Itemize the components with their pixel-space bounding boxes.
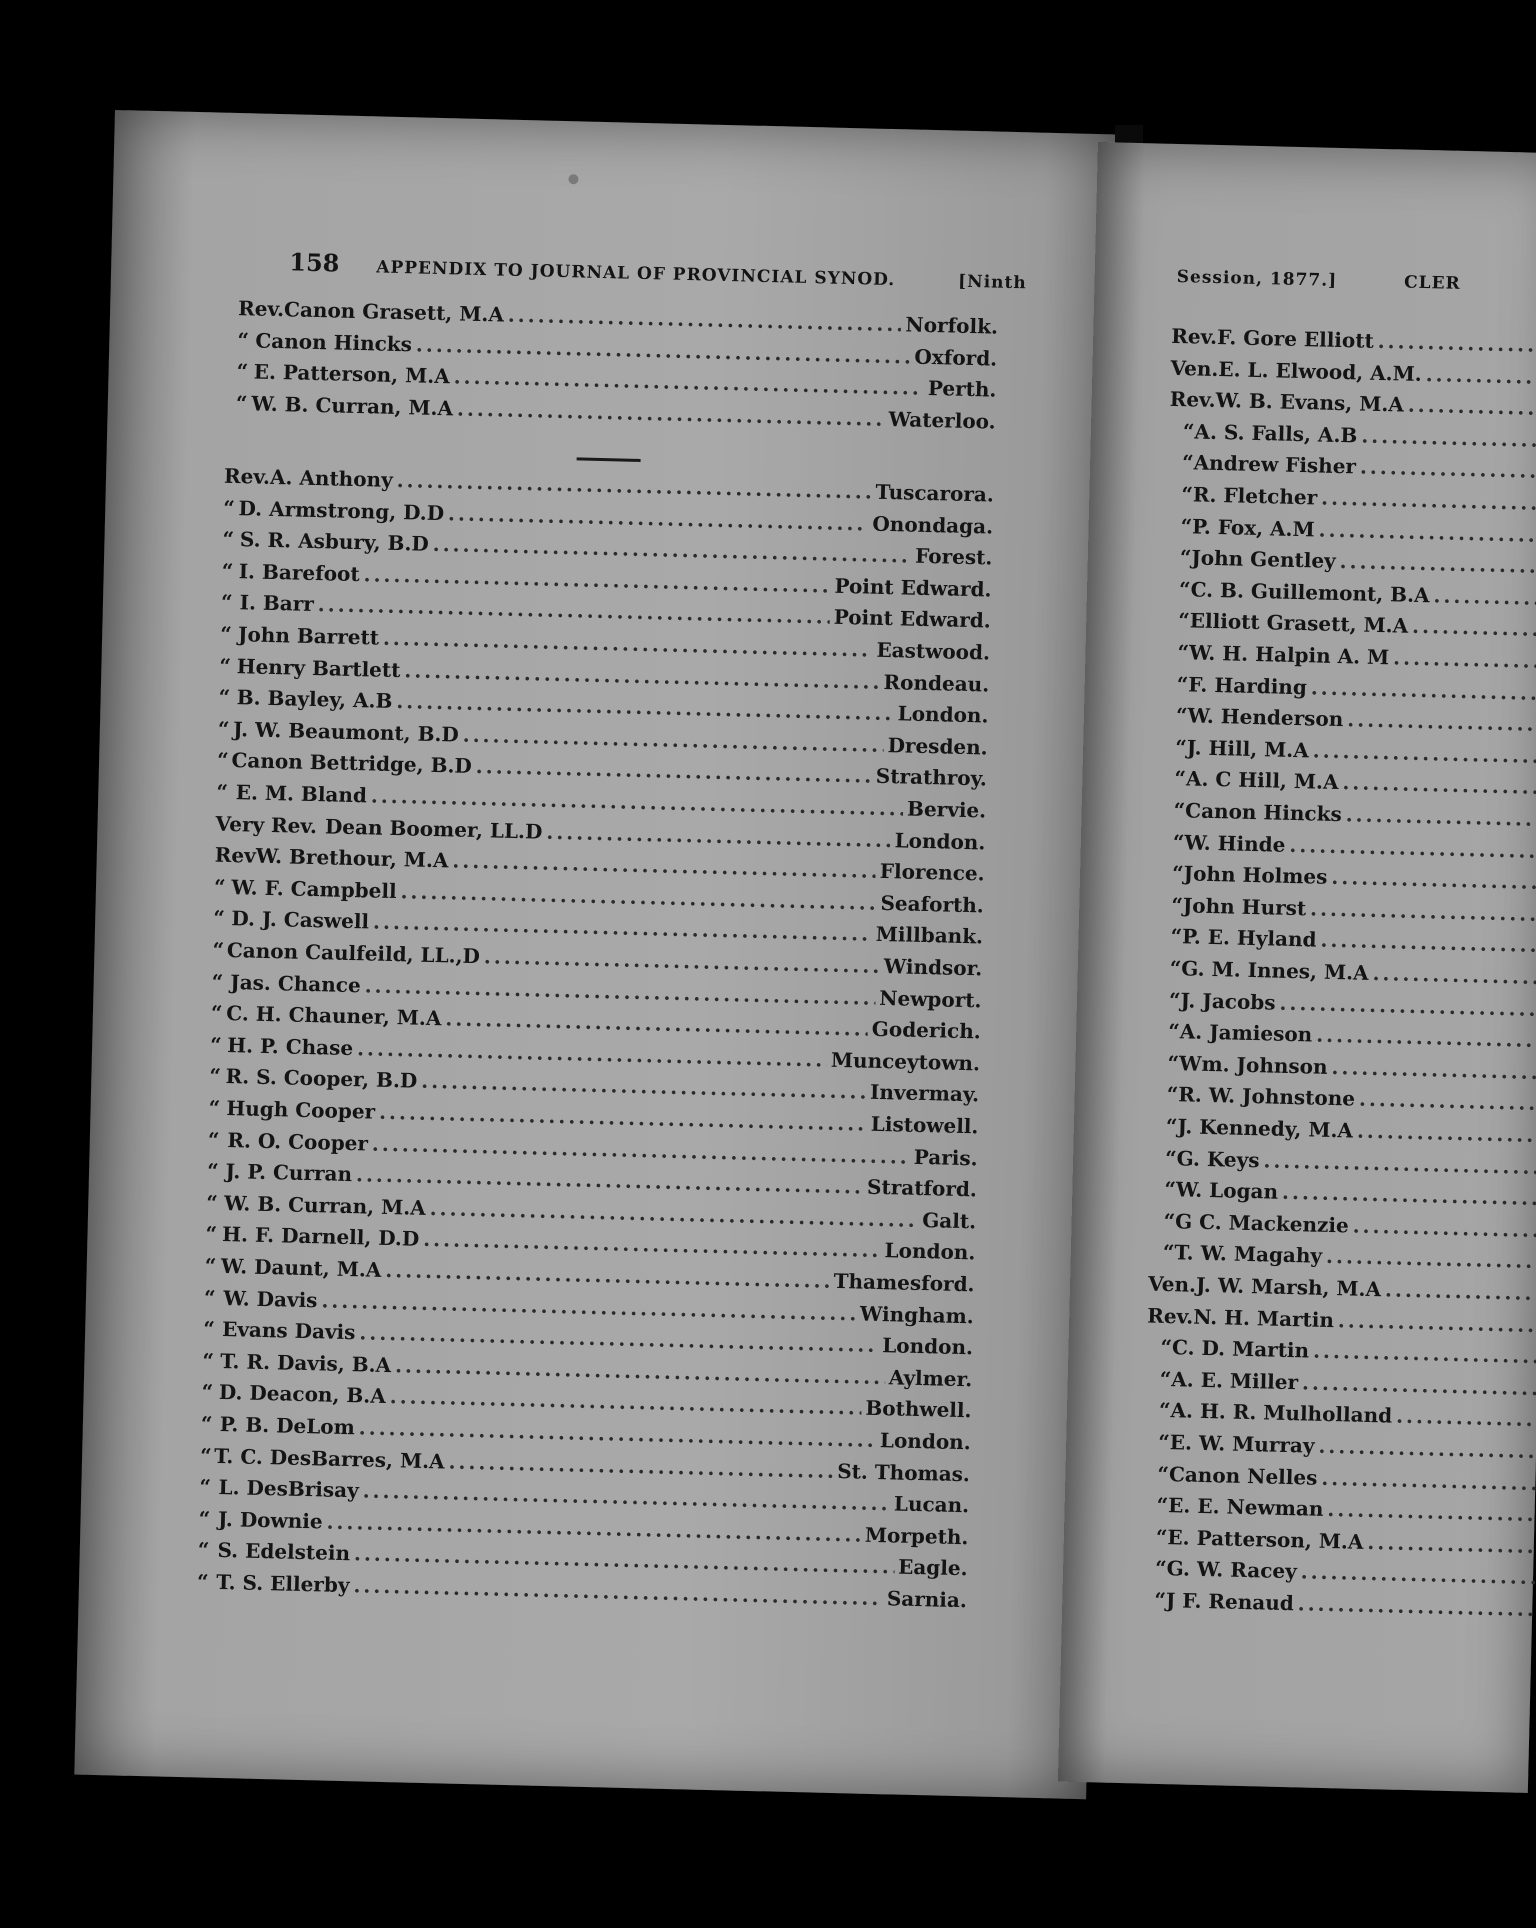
entry-name: John Gentley [1191, 545, 1337, 574]
entry-name: E. W. Murray [1169, 1430, 1315, 1458]
entry-prefix: “ [200, 1411, 213, 1436]
entry-name: N. H. Martin [1192, 1304, 1335, 1332]
dot-leader [1345, 802, 1536, 832]
entry-name: Evans Davis [221, 1317, 356, 1345]
entry-name: W. B. Curran, M.A [223, 1190, 427, 1220]
entry-prefix: “ [1172, 829, 1185, 854]
right-header-right: CLER [1403, 272, 1461, 294]
entry-place: London. [881, 1333, 974, 1360]
entry-place: Morpeth. [864, 1522, 969, 1550]
entry-prefix: “ [1169, 956, 1182, 981]
entry-name: A. E. Miller [1171, 1366, 1299, 1395]
entry-name: Jas. Chance [230, 969, 362, 997]
entry-name: A. Anthony [269, 464, 394, 492]
entry-place: Bothwell. [865, 1396, 972, 1423]
entry-prefix: “ [217, 716, 230, 741]
dot-leader [1393, 645, 1536, 674]
entry-name: A. S. Falls, A.B [1194, 419, 1358, 448]
entry-place: Wingham. [859, 1301, 975, 1328]
entry-prefix: “ [1162, 1240, 1175, 1265]
dot-leader [1313, 1339, 1536, 1369]
dot-leader [1321, 1465, 1536, 1495]
dot-leader [1326, 1244, 1536, 1274]
page-number: 158 [288, 247, 340, 278]
entry-prefix: Rev. [1170, 323, 1218, 349]
dot-leader [1396, 1404, 1536, 1432]
dot-leader [1408, 393, 1536, 422]
entry-place: London. [894, 827, 986, 855]
entry-prefix: Ven. [1147, 1271, 1197, 1297]
entry-prefix: “ [1163, 1208, 1176, 1234]
entry-name: P. B. DeLom [219, 1411, 356, 1440]
entry-prefix: “ [237, 327, 250, 352]
dot-leader [1372, 961, 1536, 990]
entry-prefix: “ [1168, 987, 1181, 1012]
header-right: [Ninth [957, 271, 1027, 294]
dot-leader [1320, 928, 1536, 958]
entry-prefix: “ [1157, 1461, 1170, 1486]
entry-prefix: “ [236, 359, 249, 384]
entry-name: A. C Hill, M.A [1185, 766, 1339, 795]
entry-prefix: “ [204, 1253, 217, 1278]
entry-name: W. B. Evans, M.A [1215, 388, 1405, 417]
entry-prefix: “ [1157, 1429, 1171, 1455]
entry-prefix: “ [1159, 1366, 1172, 1391]
dot-leader [1361, 423, 1536, 453]
entry-name: J F. Renaud [1165, 1588, 1295, 1616]
dot-leader [1311, 675, 1536, 706]
entry-place: London. [897, 701, 989, 728]
entry-place: St. Thomas. [836, 1458, 971, 1486]
entry-prefix: “ [218, 684, 231, 710]
dot-leader [1327, 1497, 1536, 1527]
entry-name: T. S. Ellerby [216, 1569, 350, 1598]
dot-leader [1357, 1119, 1536, 1148]
entry-prefix: “ [221, 558, 234, 583]
entry-name: G C. Mackenzie [1174, 1209, 1350, 1238]
entry-prefix: “ [1155, 1524, 1168, 1549]
entry-place: Point Edward. [833, 605, 992, 633]
dot-leader [1289, 832, 1536, 863]
dot-leader [1313, 738, 1536, 769]
dot-leader [1412, 614, 1536, 642]
entry-prefix: “ [199, 1443, 212, 1468]
entry-name: Elliott Grasett, M.A [1189, 608, 1409, 639]
entry-place: Seaforth. [880, 890, 985, 918]
header-title: APPENDIX TO JOURNAL OF PROVINCIAL SYNOD. [376, 257, 896, 291]
entry-prefix: “ [1181, 450, 1194, 475]
entry-place: Millbank. [875, 922, 984, 949]
entry-name: G. M. Innes, M.A [1181, 956, 1369, 985]
entry-name: I. Barr [239, 590, 315, 617]
entry-name: Dean Boomer, LL.D [324, 813, 543, 844]
dot-leader [1352, 1213, 1536, 1242]
entry-prefix: “ [1173, 798, 1186, 823]
entry-prefix: “ [1165, 1113, 1178, 1139]
dot-leader [1338, 1308, 1536, 1338]
entry-place: Aylmer. [888, 1365, 973, 1392]
dot-leader [1385, 1277, 1536, 1306]
entry-place: Thamesford. [833, 1268, 975, 1297]
entry-prefix: “ [198, 1506, 211, 1531]
entry-name: F. Gore Elliott [1216, 324, 1375, 353]
entry-prefix: “ [213, 874, 226, 899]
entry-prefix: “ [1174, 766, 1187, 791]
entry-prefix: Rev. [1147, 1303, 1194, 1329]
entry-prefix: Rev. [223, 463, 271, 489]
dot-leader [1331, 1055, 1536, 1085]
entry-name: Canon Nelles [1168, 1461, 1318, 1490]
entry-name: C. B. Guillemont, B.A [1190, 577, 1430, 608]
entry-name: R. W. Johnstone [1177, 1082, 1356, 1111]
dot-leader [1263, 1148, 1536, 1180]
entry-name: R. O. Cooper [227, 1127, 369, 1156]
entry-place: London. [879, 1428, 971, 1455]
dot-leader [1298, 1591, 1536, 1622]
entry-place: Onondaga. [872, 511, 994, 539]
entry-place: Goderich. [871, 1016, 982, 1044]
entry-prefix: “ [1181, 482, 1194, 507]
entry-prefix: “ [207, 1127, 220, 1152]
entry-name: John Barrett [237, 622, 380, 650]
dot-leader [508, 303, 902, 337]
entry-name: Canon Bettridge, B.D [231, 748, 473, 779]
entry-prefix: Ven. [1170, 355, 1219, 381]
entry-prefix: Rev. [237, 296, 285, 322]
entry-prefix: “ [203, 1285, 216, 1310]
entry-name: T. C. DesBarres, M.A [213, 1443, 445, 1474]
entry-prefix: “ [212, 906, 226, 931]
entry-prefix: “ [1154, 1587, 1167, 1613]
entry-prefix: “ [209, 1032, 223, 1057]
entry-name: Henry Bartlett [236, 653, 401, 682]
entry-prefix: “ [1156, 1493, 1169, 1518]
entry-place: Rondeau. [883, 669, 990, 697]
dot-leader [1300, 1560, 1536, 1591]
entry-name: J. Kennedy, M.A [1177, 1114, 1354, 1143]
entry-name: W. Daunt, M.A [220, 1253, 382, 1282]
right-page [1058, 142, 1536, 1793]
entry-prefix: “ [1179, 545, 1192, 570]
entry-place: Tuscarora. [875, 479, 995, 507]
entry-prefix: “ [1174, 734, 1188, 760]
entry-name: R. S. Cooper, B.D [225, 1064, 418, 1094]
entry-place: Waterloo. [888, 406, 996, 434]
entry-name: Canon Grasett, M.A [283, 297, 505, 327]
entry-name: W. Davis [223, 1285, 318, 1312]
entry-prefix: “ [216, 748, 229, 773]
entry-prefix: “ [1154, 1556, 1167, 1581]
entry-place: Listowell. [870, 1111, 979, 1139]
entry-name: W. Logan [1175, 1177, 1279, 1204]
entry-prefix: “ [1182, 418, 1195, 444]
entry-prefix: “ [1168, 1019, 1181, 1044]
entry-name: J. Jacobs [1180, 987, 1276, 1015]
dot-leader [1367, 1530, 1536, 1559]
entry-prefix: “ [206, 1190, 219, 1215]
ink-smudge [568, 174, 578, 184]
entry-prefix: “ [209, 1063, 222, 1089]
entry-name: J. P. Curran [225, 1159, 353, 1187]
entry-prefix: “ [210, 1000, 223, 1026]
entry-prefix: “ [1171, 861, 1184, 886]
entry-prefix: “ [219, 653, 232, 678]
entry-prefix: “ [1170, 924, 1183, 949]
entry-prefix: “ [1164, 1145, 1178, 1170]
entry-prefix: “ [202, 1348, 215, 1373]
entry-place: Dresden. [887, 732, 988, 760]
entry-place: Eastwood. [876, 637, 991, 665]
entry-name: J. Downie [217, 1506, 323, 1534]
entry-prefix: “ [1166, 1082, 1179, 1107]
entry-prefix: “ [223, 495, 236, 520]
dot-leader [1282, 1180, 1536, 1211]
entry-prefix: “ [1176, 671, 1189, 696]
entry-name: Wm. Johnson [1178, 1051, 1328, 1079]
dot-leader [1377, 329, 1536, 358]
entry-name: T. R. Davis, B.A [220, 1348, 392, 1377]
entry-place: Perth. [927, 375, 997, 402]
entry-name: W. Hinde [1184, 829, 1286, 857]
entry-place: Invermay. [869, 1080, 980, 1107]
entry-prefix: “ [220, 590, 233, 615]
dot-leader [1310, 896, 1536, 927]
entry-place: Galt. [921, 1207, 977, 1234]
entry-name: R. Fletcher [1192, 482, 1318, 510]
dot-leader [1316, 1023, 1536, 1053]
entry-place: Oxford. [914, 344, 998, 371]
entry-name: P. E. Hyland [1181, 924, 1317, 952]
entry-name: Canon Hincks [255, 328, 413, 356]
entry-prefix: “ [199, 1474, 212, 1499]
entry-name: W. H. Halpin A. M [1188, 640, 1390, 670]
entry-prefix: “ [1178, 576, 1191, 602]
entry-name: Canon Hincks [1184, 798, 1343, 827]
entry-name: W. Brethour, M.A [255, 843, 449, 873]
entry-prefix: “ [206, 1158, 219, 1184]
entry-name: D. Armstrong, D.D [238, 495, 445, 525]
entry-name: W. B. Curran, M.A [251, 390, 454, 420]
right-header-title: Session, 1877.] [1176, 266, 1338, 291]
entry-name: A. Jamieson [1179, 1019, 1313, 1047]
dot-leader [1318, 1434, 1536, 1464]
entry-place: Munceytown. [830, 1047, 981, 1076]
entry-prefix: “ [1175, 703, 1188, 728]
entry-place: Windsor. [883, 954, 983, 981]
entry-prefix: “ [1160, 1335, 1173, 1360]
dot-leader [1347, 707, 1536, 737]
entry-place: Newport. [878, 985, 982, 1013]
entry-name: S. Edelstein [217, 1538, 351, 1566]
entry-prefix: Rev [214, 842, 257, 868]
entry-name: Canon Caulfeild, LL.,D [226, 937, 481, 969]
entry-name: C. H. Chauner, M.A [226, 1001, 442, 1031]
entry-name: E. Patterson, M.A [253, 359, 451, 389]
dot-leader [1342, 771, 1536, 801]
dot-leader [1318, 517, 1536, 548]
entry-prefix: “ [197, 1537, 210, 1563]
entry-prefix: “ [1167, 1050, 1180, 1076]
dot-leader [1339, 549, 1536, 579]
entry-place: Norfolk. [905, 312, 999, 339]
entry-name: L. DesBrisay [218, 1475, 360, 1503]
entry-name: J. Hill, M.A [1186, 735, 1310, 763]
page-header [289, 247, 1027, 294]
entry-place: Florence. [879, 859, 985, 886]
entry-prefix: “ [1158, 1398, 1171, 1423]
entry-prefix: Very Rev. [215, 811, 318, 838]
entry-name: C. D. Martin [1171, 1335, 1310, 1363]
entry-prefix: “ [1164, 1177, 1177, 1202]
entry-name: Andrew Fisher [1193, 450, 1357, 479]
entry-prefix: “ [211, 969, 224, 994]
entry-prefix: “ [222, 526, 235, 552]
entry-prefix: “ [1178, 608, 1191, 633]
entry-name: H. F. Darnell, D.D [221, 1222, 420, 1252]
entry-place: London. [884, 1238, 976, 1265]
entry-name: I. Barefoot [238, 558, 360, 586]
entry-name: H. P. Chase [226, 1032, 354, 1060]
entry-name: E. E. Newman [1167, 1493, 1324, 1522]
left-page [74, 110, 1126, 1799]
entry-prefix: “ [196, 1569, 209, 1594]
entry-name: B. Bayley, A.B [236, 685, 393, 714]
entry-prefix: “ [1171, 892, 1184, 918]
section-divider [577, 457, 641, 462]
entry-place: Lucan. [893, 1491, 970, 1518]
entry-name: E. M. Bland [235, 780, 368, 808]
dot-leader [1359, 1087, 1536, 1116]
entry-name: A. H. R. Mulholland [1170, 1398, 1393, 1428]
entry-name: F. Harding [1188, 671, 1308, 699]
entry-name: Hugh Cooper [226, 1096, 376, 1124]
entry-name: E. L. Elwood, A.M. [1218, 356, 1423, 386]
entry-name: John Hurst [1182, 893, 1307, 921]
entry-place: Stratford. [866, 1174, 978, 1202]
entry-prefix: “ [202, 1316, 216, 1341]
entry-place: Strathroy. [875, 764, 988, 791]
dot-leader [1425, 362, 1536, 390]
entry-name: G. Keys [1176, 1145, 1260, 1172]
entry-name: J. W. Beaumont, B.D [232, 716, 460, 747]
entry-name: J. W. Marsh, M.A [1195, 1272, 1382, 1302]
entry-prefix: “ [1180, 513, 1193, 539]
dot-leader [396, 468, 871, 504]
entry-prefix: “ [1177, 640, 1190, 665]
entry-name: G. W. Racey [1166, 1556, 1298, 1584]
entry-prefix: “ [205, 1221, 218, 1247]
entry-name: W. F. Campbell [231, 874, 397, 903]
entry-prefix: “ [212, 937, 225, 962]
entry-name: E. Patterson, M.A [1167, 1524, 1364, 1554]
dot-leader [1360, 455, 1536, 485]
entry-place: Point Edward. [834, 573, 992, 602]
entry-prefix: “ [201, 1379, 214, 1405]
entry-place: Bervie. [906, 796, 987, 823]
dot-leader [1433, 583, 1536, 611]
entry-name: W. Henderson [1187, 703, 1344, 732]
entry-prefix: “ [219, 621, 233, 647]
entry-name: P. Fox, A.M [1191, 514, 1315, 542]
entry-prefix: “ [235, 390, 248, 415]
entry-prefix: “ [208, 1095, 221, 1120]
dot-leader [1331, 865, 1536, 895]
entry-name: John Holmes [1183, 861, 1328, 890]
entry-prefix: Rev. [1169, 387, 1216, 413]
entry-prefix: “ [216, 779, 229, 804]
dot-leader [1321, 486, 1536, 517]
dot-leader [1302, 1370, 1536, 1401]
entry-place: Eagle. [897, 1554, 968, 1581]
entry-name: S. R. Asbury, B.D [239, 527, 430, 556]
entry-place: Forest. [914, 543, 993, 570]
dot-leader [1279, 990, 1536, 1021]
entry-name: D. Deacon, B.A [218, 1380, 387, 1409]
entry-place: Paris. [913, 1144, 978, 1170]
right-page-header [1176, 267, 1460, 294]
entry-name: T. W. Magahy [1174, 1240, 1323, 1269]
entry-place: Sarnia. [886, 1586, 968, 1613]
entry-name: D. J. Caswell [231, 906, 370, 934]
